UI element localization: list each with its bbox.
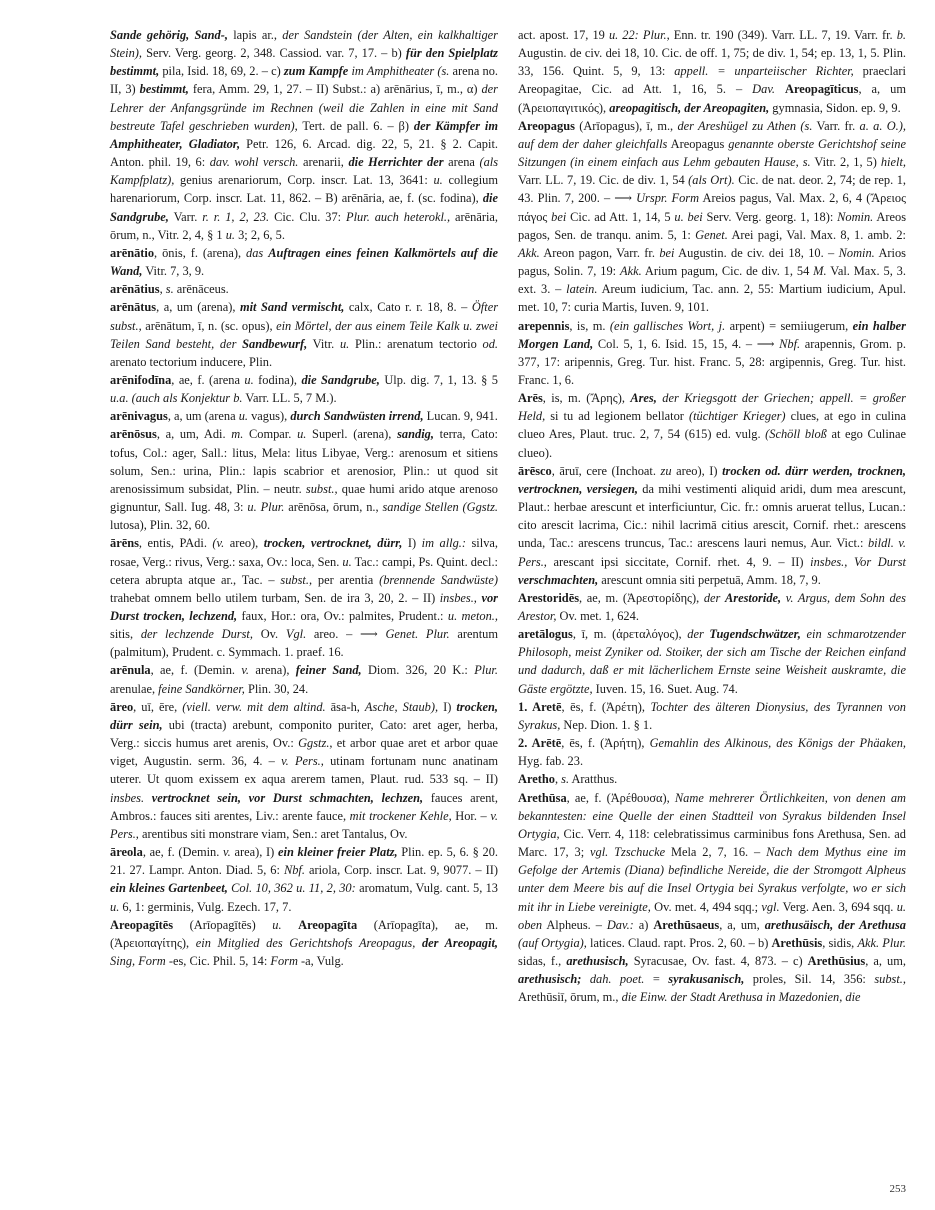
dictionary-entry: arēnātius, s. arēnāceus. xyxy=(110,282,229,297)
dictionary-entry: arēnivagus, a, um (arena u. vagus), durch Sandwüsten irrend, Lucan. 9, 941. xyxy=(110,409,498,424)
dictionary-entry: Arethūsa, ae, f. (Ἀρέθουσα), Name mehrerer Örtlichkeiten, von denen am bekanntesten: eine Quelle der einen Stadtteil von Syrakus bildenden Insel Ortygia, Cic. Verr. 4, 118: celebratissimus carminibus fons Arethusa, Sen. ad Marc. 17, 3; vgl. Tzschucke Mela 2, 7, 16. – Nach dem Mythus eine im Gefolge der Artemis (Diana) befindliche Nereide, die der Stromgott Alpheus unter dem Meere bis auf die Insel Ortygia bei Syrakus verfolgte, wo er sich mit ihr in Liebe vereinigte, Ov. met. 4, 494 sqq.; vgl. Verg. Aen. 3, 694 sqq. u. oben Alpheus. – Dav.: a) Arethūsaeus, a, um, arethusäisch, der Arethusa (auf Ortygia), latices. Claud. rapt. Pros. 2, 60. – b) Arethūsis, sidis, Akk. Plur. sidas, f., arethusisch, Syracusae, Ov. fast. 4, 873. – c) Arethūsius, a, um, arethusisch; dah. poet. = syrakusanisch, proles, Sil. 14, 356: subst., Arethūsiī, ōrum, m., die Einw. der Stadt Arethusa in Mazedonien, die xyxy=(518,790,907,1005)
dictionary-entry: arēnātio, ōnis, f. (arena), das Auftragen eines feinen Kalkmörtels auf die Wand, Vitr. 7, 3, 9. xyxy=(110,245,498,279)
dictionary-entry: arepennis, is, m. (ein gallisches Wort, j. arpent) = semiiugerum, ein halber Morgen Land, Col. 5, 1, 6. Isid. 15, 15, 4. – ⟶ Nbf. arapennis, Grom. p. 377, 17: aripennis, Greg. Tur. hist. Franc. 5, 28: argipennis, Greg. Tur. hist. Franc. 1, 6. xyxy=(518,318,906,387)
dictionary-entry: 2. Arētē, ēs, f. (Ἀρήτη), Gemahlin des Alkinous, des Königs der Phäaken, Hyg. fab. 23. xyxy=(518,736,907,769)
dictionary-entry: āreo, uī, ēre, (viell. verw. mit dem altind. āsa-h, Asche, Staub), I) trocken, dürr sein, ubi (tracta) arebunt, componito puriter, Cato: aret ager, herba, Verg.: siccis humus aret arenis, Ov.: Ggstz., et arbor quae aret et arbor quae viget, Augustin. serm. 36, 4. – v. Pers., utinam fortunam nunc anatinam uterer. Ut quom exissem ex aqua arerem tamen, Plaut. rud. 533 sq. – II) insbes. vertrocknet sein, vor Durst schmachten, lechzen, fauces arent, Ambros.: fauces siti arentes, Liv.: arente fauce, mit trockener Kehle, Hor. – v. Pers., arentibus siti monstrare viam, Sen.: aret Tantalus, Ov. xyxy=(110,699,499,841)
dictionary-entry: Sande gehörig, Sand-, lapis ar., der Sandstein (der Alten, ein kalkhaltiger Stein), Serv. Verg. georg. 2, 348. Cassiod. var. 7, 17. – b) für den Spielplatz bestimmt, pila, Isid. 18, 69, 2. – c) zum Kampfe im Amphitheater (s. arena no. II, 3) bestimmt, fera, Amm. 29, 1, 27. – II) Subst.: a) arēnārius, ī, m., α) der Lehrer der Anfangsgründe im Rechnen (weil die Zahlen in eine mit Sand bestreute Tafel geschrieben wurden), Tert. de pall. 6. – β) der Kämpfer im Amphitheater, Gladiator, Petr. 126, 6. Arcad. dig. 22, 5, 21. § 2. Capit. Anton. phil. 19, 6: dav. wohl versch. arenarii, die Herrichter der arena (als Kampfplatz), genius arenariorum, Corp. inscr. Lat. 13, 3641: u. collegium harenariorum, Corp. inscr. Lat. 11, 862. – B) arēnāria, ae, f. (sc. fodina), die Sandgrube, Varr. r. r. 1, 2, 23. Cic. Clu. 37: Plur. auch heterokl., arēnāria, ōrum, n., Vitr. 2, 4, § 1 u. 3; 2, 6, 5. xyxy=(110,28,499,242)
dictionary-entry: Arēs, is, m. (Ἄρης), Ares, der Kriegsgott der Griechen; appell. = großer Held, si tu ad legionem bellator (tüchtiger Krieger) clues, at ego in culina clueo Ares, Plaut. truc. 2, 7, 54 (615) ed. vulg. (Schöll bloß at ego Culinae clueo). xyxy=(518,391,907,460)
dictionary-entry: act. apost. 17, 19 u. 22: Plur., Enn. tr. 190 (349). Varr. LL. 7, 19. Varr. fr. b. Augustin. de civ. dei 18, 10. Cic. de off. 1, 75; de div. 1, 54; ep. 13, 1, 5. Plin. 33, 156. Quint. 5, 9, 13: appell. = unparteiischer Richter, praeclari Areopagitae, Cic. ad Att. 1, 16, 5. – Dav. Areopagīticus, a, um (Ἀρειοπαγιτικός), areopagitisch, der Areopagiten, gymnasia, Sidon. ep. 9, 9. xyxy=(518,28,907,115)
left-column xyxy=(110,26,498,970)
dictionary-entry: arēnifodīna, ae, f. (arena u. fodina), die Sandgrube, Ulp. dig. 7, 1, 13. § 5 u.a. (auch als Konjektur b. Varr. LL. 5, 7 M.). xyxy=(110,372,499,406)
dictionary-entry: Aretho, s. Aratthus. xyxy=(518,772,618,787)
dictionary-entry: arēnula, ae, f. (Demin. v. arena), feiner Sand, Diom. 326, 20 K.: Plur. arenulae, feine Sandkörner, Plin. 30, 24. xyxy=(110,663,498,696)
page-number: 253 xyxy=(889,1183,906,1195)
dictionary-entry: Arestoridēs, ae, m. (Ἀρεστορίδης), der Arestoride, v. Argus, dem Sohn des Arestor, Ov. met. 1, 624. xyxy=(518,590,906,623)
dictionary-entry: Areopagus (Arīopagus), ī, m., der Areshügel zu Athen (s. Varr. fr. a. a. O.), auf dem der daher gleichfalls Areopagus genannte oberste Gerichtshof seine Sitzungen (in einem einfach aus Lehm gebauten Hause, s. Vitr. 2, 1, 5) hielt, Varr. LL. 7, 19. Cic. de div. 1, 54 (als Ort). Cic. de nat. deor. 2, 74; de rep. 1, 43. Plin. 7, 200. – ⟶ Urspr. Form Areios pagus, Val. Max. 2, 6, 4 (Ἄρειος πάγος bei Cic. ad Att. 1, 14, 5 u. bei Serv. Verg. georg. 1, 18): Nomin. Areos pagos, Sen. de tranqu. anim. 5, 1: Genet. Arei pagi, Val. Max. 8, 1. amb. 2: Akk. Areon pagon, Varr. fr. bei Augustin. de civ. dei 18, 10. – Nomin. Arios pagus, Solin. 7, 19: Akk. Arium pagum, Cic. de div. 1, 54 M. Val. Max. 5, 3. ext. 3. – latein. Areum iudicium, Tac. ann. 2, 55: Martium iudicium, Apul. met. 10, 7: curia Martis, Iuven. 9, 101. xyxy=(518,118,907,315)
dictionary-entry: 1. Aretē, ēs, f. (Ἀρέτη), Tochter des älteren Dionysius, des Tyrannen von Syrakus, Nep. Dion. 1. § 1. xyxy=(518,699,906,732)
dictionary-entry: āreola, ae, f. (Demin. v. area), I) ein kleiner freier Platz, Plin. ep. 5, 6. § 20. 21. 27. Lampr. Anton. Diad. 5, 6: Nbf. ariola, Corp. inscr. Lat. 9, 9077. – II) ein kleines Gartenbeet, Col. 10, 362 u. 11, 2, 30: aromatum, Vulg. cant. 5, 13 u. 6, 1: germinis, Vulg. Ezech. 17, 7. xyxy=(110,845,498,914)
dictionary-entry: arēnātus, a, um (arena), mit Sand vermischt, calx, Cato r. r. 18, 8. – Öfter subst., arēnātum, ī, n. (sc. opus), ein Mörtel, der aus einem Teile Kalk u. zwei Teilen Sand besteht, der Sandbewurf, Vitr. u. Plin.: arenatum tectorio od. arenato tectorium inducere, Plin. xyxy=(110,300,499,369)
dictionary-entry: ārēns, entis, PAdi. (v. areo), trocken, vertrocknet, dürr, I) im allg.: silva, rosae, Verg.: rivus, Verg.: saxa, Ov.: loca, Sen. u. Tac.: campi, Ps. Quint. decl.: cetera abrupta atque ar., Tac. – subst., per arentia (brennende Sandwüste) trahebat omnem bello utilem turbam, Sen. de ira 3, 20, 2. – II) insbes., vor Durst trocken, lechzend, faux, Hor.: ora, Ov.: palmites, Prudent.: u. meton., sitis, der lechzende Durst, Ov. Vgl. areo. – ⟶ Genet. Plur. arentum (palmitum), Prudent. c. Symmach. 1. praef. 16. xyxy=(110,536,499,660)
dictionary-entry: ārēsco, āruī, cere (Inchoat. zu areo), I) trocken od. dürr werden, trocknen, vertrocknen, versiegen, da mihi vestimenti aliquid aridi, dum mea arescunt, Plaut.: herbae arescunt et interficiuntur, Cic. fr.: omnis aruerat tellus, Lucan.: cito arescit lacrima, Cic.: nihil lacrimā citius arescit, Cornif. rhet.: arescens unda, Tac.: arescens truncus, Tac.: arescens lauri nemus, Aur. Vict.: bildl. v. Pers., arescant ipsi siccitate, Cornif. rhet. 4, 9. – II) insbes., Vor Durst verschmachten, arescunt omnia siti perpetuā, Amm. 18, 7, 9. xyxy=(518,463,907,587)
dictionary-entry: Areopagītēs (Arīopagītēs) u. Areopagīta (Arīopagīta), ae, m. (Ἀρειοπαγίτης), ein Mitglied des Gerichtshofs Areopagus, der Areopagit, Sing, Form -es, Cic. Phil. 5, 14: Form -a, Vulg. xyxy=(110,917,499,968)
dictionary-entry: arēnōsus, a, um, Adi. m. Compar. u. Superl. (arena), sandig, terra, Cato: tofus, Col.: ager, Sall.: litus, Mela: litus Libyae, Verg.: arenosum et sitiens solum, Sen.: urina, Plin.: lapis scabrior et arenosior, Plin.: ut quod sit arenosissimum subsidat, Plin. – neutr. subst., quae humi arido atque arenoso gignuntur, Sall. Iug. 48, 3: u. Plur. arēnōsa, ōrum, n., sandige Stellen (Ggstz. lutosa), Plin. 32, 60. xyxy=(110,427,498,533)
right-column xyxy=(518,26,906,1006)
dictionary-entry: aretālogus, ī, m. (ἀρεταλόγος), der Tugendschwätzer, ein schmarotzender Philosoph, meist Zyniker od. Stoiker, der sich am Tische der Reichen einfand und dadurch, daß er mit lächerlichem Ernste seine Weisheit auskramte, die Gäste ergötzte, Iuven. 15, 16. Suet. Aug. 74. xyxy=(518,627,906,696)
